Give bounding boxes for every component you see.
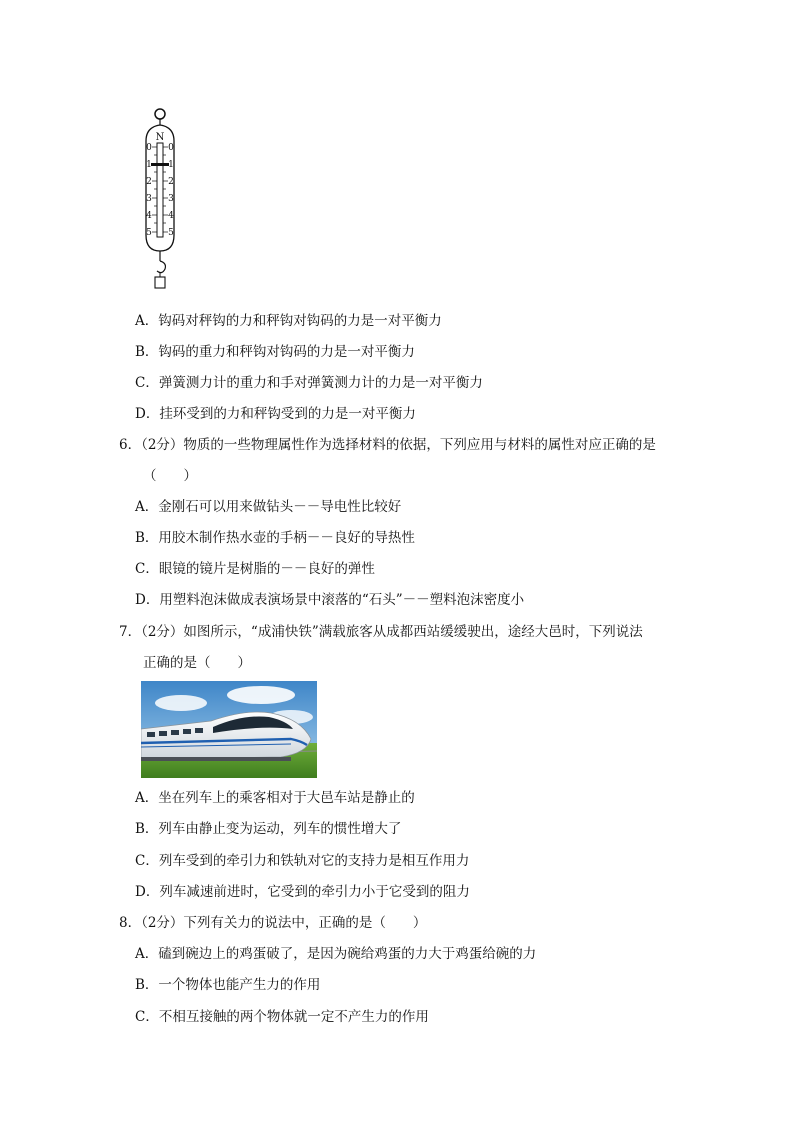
q6-option-d: D．用塑料泡沫做成表演场景中滚落的“石头”－－塑料泡沫密度小	[135, 592, 525, 608]
q6-stem-cont: （ ）	[143, 468, 197, 484]
q6-option-b: B．用胶木制作热水壶的手柄－－良好的导热性	[135, 530, 415, 546]
scale-unit-label: N	[155, 132, 165, 143]
scale-tick-right: 1	[168, 160, 174, 170]
scale-tick-right: 4	[168, 211, 174, 221]
q7-stem-cont: 正确的是（ ）	[143, 655, 251, 671]
scale-tick-left: 4	[146, 211, 152, 221]
q8-option-c: C．不相互接触的两个物体就一定不产生力的作用	[135, 1009, 429, 1025]
q8-option-b: B．一个物体也能产生力的作用	[135, 977, 321, 993]
q6-stem: 6．（2分）物质的一些物理属性作为选择材料的依据，下列应用与材料的属性对应正确的是	[119, 437, 656, 453]
q5-option-b: B．钩码的重力和秤钩对钩码的力是一对平衡力	[135, 344, 415, 360]
scale-tick-right: 2	[168, 177, 174, 187]
q7-option-a: A．坐在列车上的乘客相对于大邑车站是静止的	[135, 790, 415, 806]
hook-weight	[155, 277, 165, 288]
q7-stem: 7．（2分）如图所示，“成浦快铁”满载旅客从成都西站缓缓驶出，途经大邑时，下列说法	[119, 624, 643, 640]
scale-tick-left: 0	[146, 143, 152, 153]
scale-tick-left: 3	[146, 194, 152, 204]
q8-option-a: A．磕到碗边上的鸡蛋破了，是因为碗给鸡蛋的力大于鸡蛋给碗的力	[135, 946, 537, 962]
scale-tick-right: 0	[168, 143, 174, 153]
q7-option-c: C．列车受到的牵引力和铁轨对它的支持力是相互作用力	[135, 853, 470, 869]
q7-option-d: D．列车减速前进时，它受到的牵引力小于它受到的阻力	[135, 884, 470, 900]
scale-hook	[157, 261, 165, 273]
scale-tick-right: 5	[168, 228, 174, 238]
spring-scale-figure	[135, 105, 185, 295]
scale-tick-left: 2	[146, 177, 152, 187]
scale-tick-left: 5	[146, 228, 152, 238]
q5-option-c: C．弹簧测力计的重力和手对弹簧测力计的力是一对平衡力	[135, 375, 483, 391]
scale-pointer	[151, 163, 169, 166]
train-photo	[141, 681, 317, 778]
q6-option-a: A．金刚石可以用来做钻头－－导电性比较好	[135, 499, 402, 515]
q6-option-c: C．眼镜的镜片是树脂的－－良好的弹性	[135, 561, 375, 577]
q7-option-b: B．列车由静止变为运动，列车的惯性增大了	[135, 821, 402, 837]
q5-option-a: A．钩码对秤钩的力和秤钩对钩码的力是一对平衡力	[135, 313, 442, 329]
scale-tick-left: 1	[146, 160, 152, 170]
scale-top-ring	[155, 109, 165, 119]
q5-option-d: D．挂环受到的力和秤钩受到的力是一对平衡力	[135, 406, 416, 422]
q8-stem: 8．（2分）下列有关力的说法中，正确的是（ ）	[119, 915, 427, 931]
scale-tick-right: 3	[168, 194, 174, 204]
